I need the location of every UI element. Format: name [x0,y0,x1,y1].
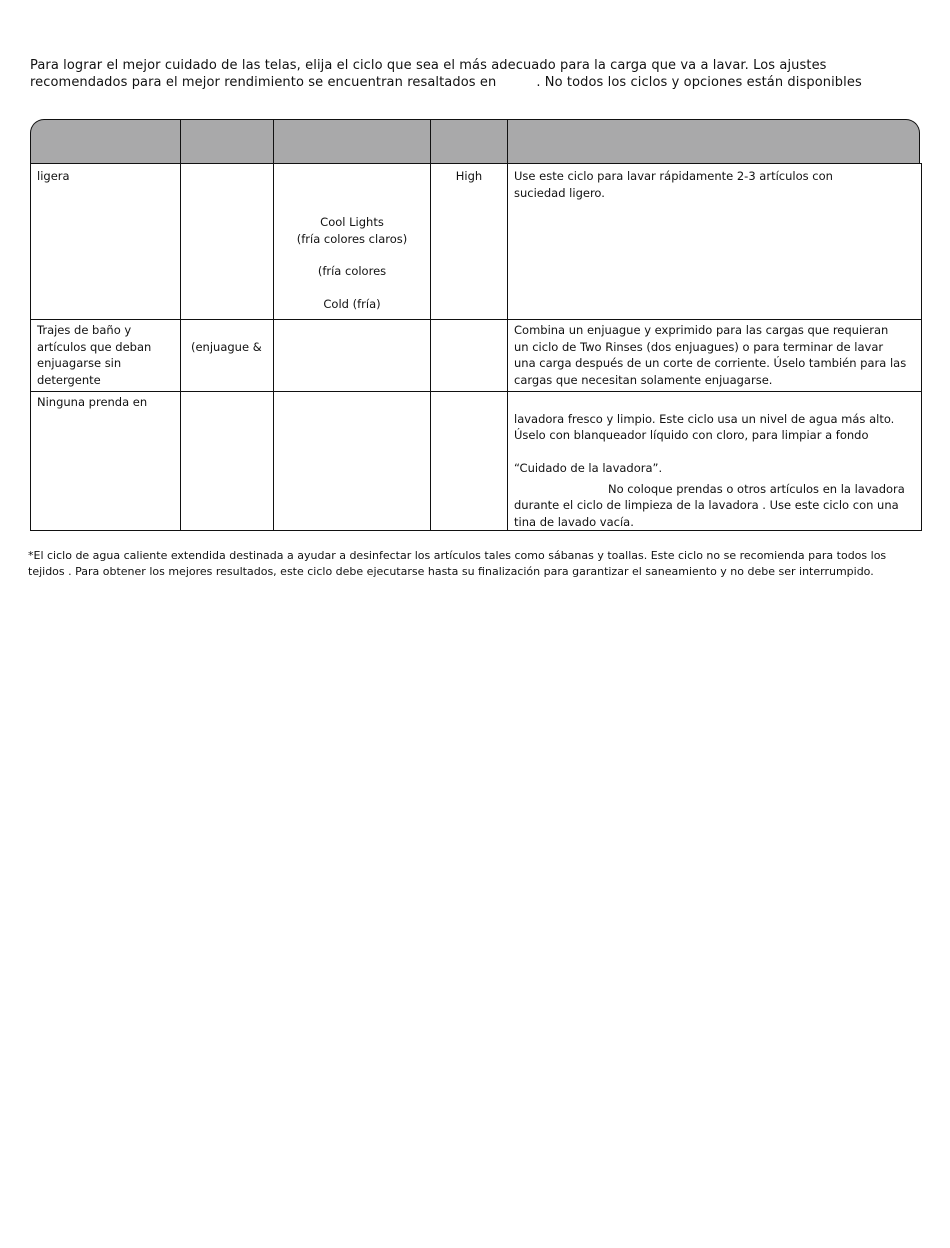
intro-line-1: Para lograr el mejor cuidado de las telas, elija el ciclo que sea el más adecuado para la carga que va a lavar. Los ajustes [30,58,827,73]
cell-text: Ninguna prenda en [37,395,148,409]
cell-text: artículos que deban [37,339,152,354]
cell-text: Cold (fría) [323,296,381,311]
table-header-row [30,119,920,163]
cell-temperature [273,318,430,391]
intro-line-2 [30,74,930,91]
cell-cycle [180,318,273,391]
cell-text: detergente [37,372,101,387]
cell-text: enjuagarse sin [37,356,122,370]
intro-line-2b: . No todos los ciclos y opciones están disponibles [536,75,862,90]
cell-text: Cool Lights [320,215,384,229]
header-cell-3 [273,120,430,164]
intro-paragraph [30,57,930,91]
cell-text: Use este ciclo para lavar rápidamente 2-3 artículos con [514,169,833,183]
cell-cycle [180,390,273,530]
table-row [30,163,922,320]
cell-text: Trajes de baño y [37,323,132,337]
footnote-line-1: *El ciclo de agua caliente extendida destinada a ayudar a desinfectar los artículos tales como sábanas y toallas. Este ciclo no se recomienda para todos los [28,549,887,562]
cell-description [507,390,923,530]
cell-text: High [455,169,483,183]
cell-spin [430,164,507,319]
table-row [30,318,922,392]
cell-text: “Cuidado de la lavadora”. [514,461,663,475]
cell-text: durante el ciclo de limpieza de la lavadora . Use este ciclo con una [514,498,899,512]
cell-text: una carga después de un corte de corriente. Úselo también para las [514,356,907,370]
cell-text: lavadora fresco y limpio. Este ciclo usa un nivel de agua más alto. [514,411,895,426]
cycle-table [30,119,922,532]
header-cell-4 [430,120,507,164]
cell-spin [430,390,507,530]
table-row [30,390,922,531]
intro-line-2a: recomendados para el mejor rendimiento se encuentran resaltados en [30,75,497,90]
cell-text: Combina un enjuague y exprimido para las cargas que requieran [514,323,889,337]
cell-text: un ciclo de Two Rinses (dos enjuagues) o para terminar de lavar [514,339,884,354]
cell-soil-level [31,390,181,530]
footnote-line-2: tejidos . Para obtener los mejores resultados, este ciclo debe ejecutarse hasta su finalización para garantizar el saneamiento y no debe ser interrumpido. [28,565,874,578]
cell-text: (fría colores [317,264,387,278]
cell-text: tina de lavado vacía. [514,514,634,529]
cell-spin [430,318,507,391]
cell-text: ligera [37,169,70,183]
cell-text: Úselo con blanqueador líquido con cloro, para limpiar a fondo [514,428,869,442]
cell-description [507,164,923,319]
cell-description [507,318,923,391]
cell-text: (fría colores claros) [296,231,408,246]
cell-text: suciedad ligero. [514,185,605,200]
header-cell-5 [507,120,921,164]
cell-temperature [273,164,430,319]
cell-temperature [273,390,430,530]
cell-text: No coloque prendas o otros artículos en la lavadora [608,481,905,496]
footnote [28,548,928,580]
cell-text: (enjuague & [191,339,262,354]
cell-text: cargas que necesitan solamente enjuagarse. [514,372,773,387]
cell-cycle [180,164,273,319]
cell-soil-level [31,318,181,391]
cell-soil-level [31,164,181,319]
header-cell-2 [180,120,273,164]
